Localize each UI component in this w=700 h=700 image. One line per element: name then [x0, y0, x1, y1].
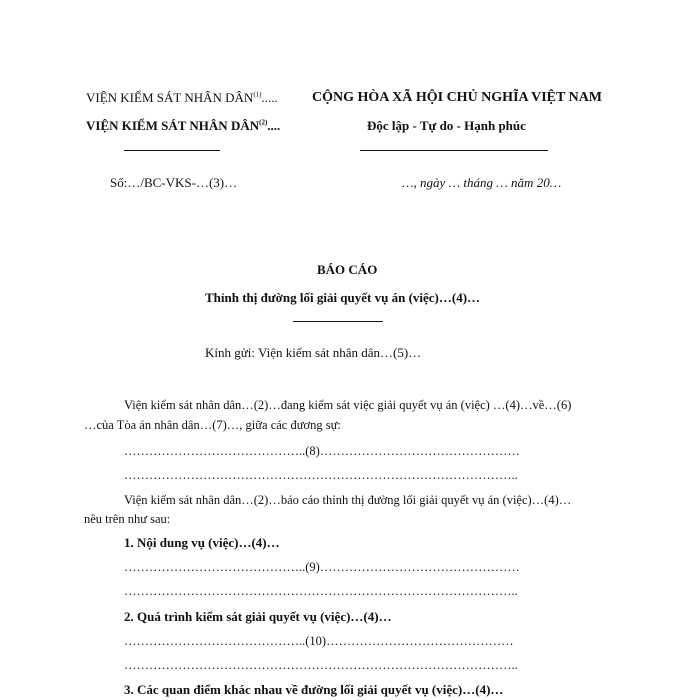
fill-line-8b: ………………………………………………………………………………….. [124, 468, 518, 482]
fill-line-10a: ……………………………………..(10)……………………………………… [124, 634, 514, 648]
issuing-agency-level1: VIỆN KIỂM SÁT NHÂN DÂN$^{(1)}$..... [86, 90, 278, 105]
fill-line-9b: ………………………………………………………………………………….. [124, 584, 518, 598]
paragraph2-line2: nêu trên như sau: [84, 512, 171, 526]
document-subtitle: Thỉnh thị đường lối giải quyết vụ án (việc)…(4)… [205, 290, 481, 305]
right-header-underline [360, 150, 548, 151]
title-underline [293, 321, 383, 322]
fill-line-10b: ………………………………………………………………………………….. [124, 658, 518, 672]
fill-line-8a: ……………………………………..(8)………………………………………… [124, 444, 520, 458]
national-title: CỘNG HÒA XÃ HỘI CHỦ NGHĨA VIỆT NAM [312, 90, 603, 105]
document-date: …, ngày … tháng … năm 20… [402, 175, 562, 190]
section3-heading: 3. Các quan điểm khác nhau về đường lối giải quyết vụ (việc)…(4)… [124, 682, 504, 697]
paragraph1-line2: …của Tòa án nhân dân…(7)…, giữa các đương sự: [84, 418, 341, 432]
paragraph1-line1: Viện kiểm sát nhân dân…(2)…đang kiểm sát việc giải quyết vụ án (việc) …(4)…về…(6) [124, 398, 572, 412]
national-motto: Độc lập - Tự do - Hạnh phúc [367, 118, 526, 133]
fill-line-9a: ……………………………………..(9)………………………………………… [124, 560, 520, 574]
recipient-line: Kính gửi: Viện kiểm sát nhân dân…(5)… [205, 345, 422, 360]
paragraph2-line1: Viện kiểm sát nhân dân…(2)…báo cáo thỉnh thị đường lối giải quyết vụ án (việc)…(4)… [124, 493, 572, 507]
document-number: Số:…/BC-VKS-…(3)… [110, 175, 238, 190]
left-header-underline [124, 150, 220, 151]
document-title: BÁO CÁO [317, 262, 378, 277]
section2-heading: 2. Quá trình kiểm sát giải quyết vụ (việc)…(4)… [124, 609, 392, 624]
section1-heading: 1. Nội dung vụ (việc)…(4)… [124, 535, 280, 550]
issuing-agency-level2: VIỆN KIỂM SÁT NHÂN DÂN$^{(2)}$.... [86, 118, 281, 133]
